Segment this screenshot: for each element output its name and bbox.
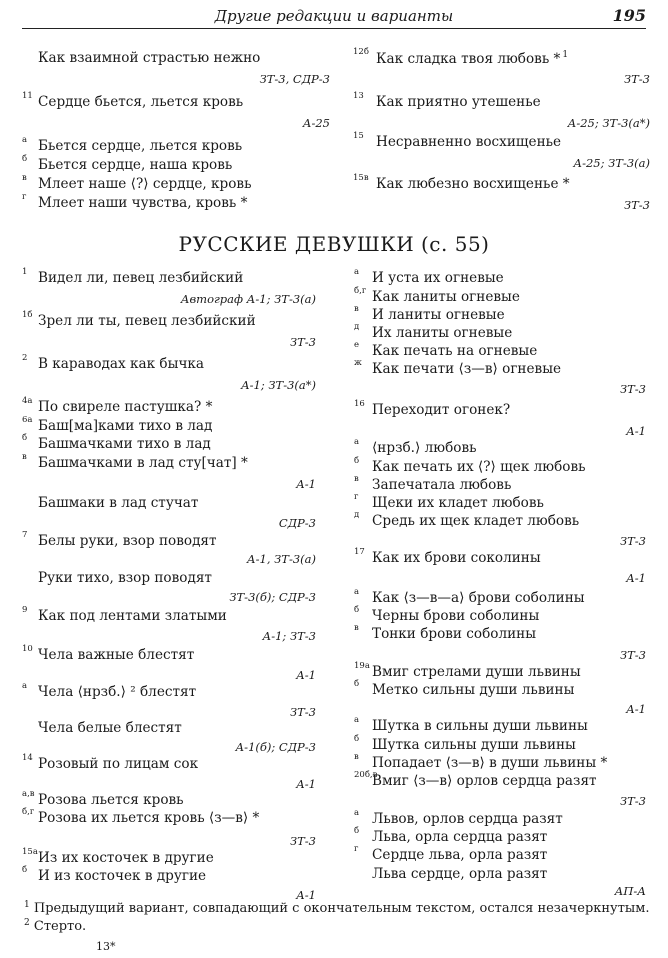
variant-line — [372, 811, 563, 827]
variant-line — [372, 477, 511, 493]
variant-line-text: Как под лентами златыми — [38, 608, 227, 624]
variant-line — [376, 134, 561, 150]
variant-line-text: Как любезно восхищенье * — [376, 176, 570, 192]
variant-line-text: И ланиты огневые — [372, 307, 505, 323]
variant-line — [38, 810, 259, 826]
line-marker: б — [22, 865, 28, 875]
variant-line-text: Как их брови соколины — [372, 550, 541, 566]
variant-line — [372, 626, 536, 642]
variant-line — [38, 270, 243, 286]
line-marker: 15а — [22, 847, 38, 857]
variant-line — [38, 868, 206, 884]
line-marker: б — [22, 433, 28, 443]
variant-line-text: Средь их щек кладет любовь — [372, 513, 580, 529]
line-marker: в — [22, 173, 27, 183]
variant-line — [372, 608, 539, 624]
variant-line — [38, 313, 256, 329]
footnote-number: 2 — [24, 918, 30, 928]
line-marker: в — [354, 623, 359, 633]
line-marker: 16 — [354, 399, 365, 409]
source-siglum: ЗТ-3 — [623, 198, 650, 212]
variant-line-text: Руки тихо, взор поводят — [38, 570, 212, 586]
variant-line — [372, 361, 561, 377]
line-marker: б — [354, 826, 360, 836]
section-title: РУССКИЕ ДЕВУШКИ (с. 55) — [178, 232, 490, 256]
source-siglum: ЗТ-3(б); СДР-3 — [229, 590, 316, 604]
variant-line-text: Как ланиты огневые — [372, 289, 520, 305]
variant-line — [372, 270, 504, 286]
line-marker: б — [354, 734, 360, 744]
source-siglum: А-1(б); СДР-3 — [235, 740, 316, 754]
line-marker: а — [354, 715, 360, 725]
variant-line-text: Несравненно восхищенье — [376, 134, 562, 150]
variant-line-text: Бьется сердце, наша кровь — [38, 157, 233, 173]
source-siglum: А-1; ЗТ-3 — [262, 629, 316, 643]
line-marker: в — [354, 304, 359, 314]
line-marker: 6а — [22, 415, 33, 425]
footnote-text: Стерто. — [33, 919, 87, 934]
line-marker: а — [354, 437, 360, 447]
variant-line — [38, 533, 217, 549]
variant-line-text: Как печать на огневые — [372, 343, 538, 359]
variant-line — [372, 737, 576, 753]
variant-line-text: В караводах как бычка — [38, 356, 205, 372]
variant-line — [372, 664, 581, 680]
line-marker: 13 — [353, 91, 364, 101]
variant-line — [38, 495, 198, 511]
variant-line — [38, 756, 198, 772]
variant-line — [38, 684, 196, 700]
variant-line — [38, 647, 194, 663]
variant-line — [38, 608, 227, 624]
variant-line-text: Как сладка твоя любовь * — [376, 51, 561, 67]
line-marker: 11 — [22, 91, 33, 101]
variant-line-text: Баш[ма]ками тихо в лад — [38, 418, 213, 434]
variant-line-text: Как печати ⟨з—в⟩ огневые — [372, 361, 562, 377]
variant-line — [38, 157, 232, 173]
line-marker: а — [22, 135, 28, 145]
line-marker: 15 — [353, 131, 364, 141]
variant-line-text: Чела белые блестят — [38, 720, 182, 736]
variant-line-text: Башмаки в лад стучат — [38, 495, 199, 511]
line-marker: а — [354, 267, 360, 277]
source-siglum: А-1 — [296, 477, 316, 491]
variant-line — [372, 343, 537, 359]
variant-line-text: Попадает ⟨з—в⟩ в души львины * — [372, 755, 608, 771]
line-marker: г — [354, 844, 359, 854]
line-marker: 7 — [22, 530, 28, 540]
variant-line-text: ⟨нрзб.⟩ любовь — [372, 440, 477, 456]
line-marker: 9 — [22, 605, 28, 615]
variant-line — [372, 459, 586, 475]
source-siglum: А-1, ЗТ-3(а) — [246, 552, 316, 566]
source-siglum: ЗТ-3 — [289, 705, 316, 719]
source-siglum: А-1; ЗТ-3(а*) — [240, 378, 316, 392]
line-marker: б,г — [354, 286, 367, 296]
line-marker: д — [354, 322, 360, 332]
line-marker: а,в — [22, 789, 35, 799]
footnote-2 — [24, 918, 86, 934]
variant-line-text: Черны брови соболины — [372, 608, 540, 624]
variant-line-text: Белы руки, взор поводят — [38, 533, 217, 549]
source-siglum: А-1 — [296, 668, 316, 682]
line-marker: в — [22, 452, 27, 462]
variant-line — [372, 289, 520, 305]
variant-line — [376, 176, 570, 192]
variant-line — [372, 829, 547, 845]
variant-line-text: Зрел ли ты, певец лезбийский — [38, 313, 256, 329]
line-marker: д — [354, 510, 360, 520]
variant-line — [372, 773, 597, 789]
variant-line — [38, 418, 212, 434]
variant-line — [372, 866, 547, 882]
signature-mark: 13* — [96, 940, 116, 953]
source-siglum: АП-А — [614, 884, 646, 898]
line-marker: ж — [354, 358, 362, 368]
variant-line — [38, 850, 214, 866]
variant-line-text: Вмиг ⟨з—в⟩ орлов сердца разят — [372, 773, 597, 789]
source-siglum: А-1 — [296, 777, 316, 791]
line-marker: 14 — [22, 753, 33, 763]
variant-line — [38, 176, 251, 192]
source-siglum: ЗТ-3 — [623, 72, 650, 86]
source-siglum: А-25; ЗТ-3(а) — [573, 156, 650, 170]
variant-line-text: Как печать их ⟨?⟩ щек любовь — [372, 459, 586, 475]
variant-line-text: Башмачками тихо в лад — [38, 436, 211, 452]
footnote-ref: 1 — [562, 50, 569, 60]
variant-line-text: Видел ли, певец лезбийский — [38, 270, 244, 286]
line-marker: б — [22, 154, 28, 164]
variant-line-text: Льва сердце, орла разят — [372, 866, 548, 882]
variant-line-text: Млеет наши чувства, кровь * — [38, 195, 248, 211]
line-marker: 10 — [22, 644, 33, 654]
variant-line-text: Чела важные блестят — [38, 647, 195, 663]
variant-line — [372, 495, 544, 511]
line-marker: 17 — [354, 547, 365, 557]
variant-line-text: Метко сильны души львины — [372, 682, 575, 698]
source-siglum: ЗТ-3 — [619, 382, 646, 396]
line-marker: 12б — [353, 47, 369, 57]
variant-line-text: Льва, орла сердца разят — [372, 829, 548, 845]
line-marker: 2 — [22, 353, 28, 363]
variant-line — [372, 590, 585, 606]
variant-line-text: Сердце бьется, льется кровь — [38, 94, 244, 110]
variant-line — [376, 94, 541, 110]
footnote-1 — [24, 900, 649, 916]
variant-line-text: Чела ⟨нрзб.⟩ ² блестят — [38, 684, 197, 700]
line-marker: 20б,в — [354, 770, 378, 780]
variant-line-text: Розова льется кровь — [38, 792, 184, 808]
line-marker: а — [354, 587, 360, 597]
variant-line — [38, 138, 242, 154]
variant-line-text: Сердце льва, орла разят — [372, 847, 548, 863]
line-marker: г — [354, 492, 359, 502]
variant-line-text: Как приятно утешенье — [376, 94, 541, 110]
variant-line-text: Шутка в сильны души львины — [372, 718, 588, 734]
variant-line-text: Их ланиты огневые — [372, 325, 513, 341]
header-title: Другие редакции и варианты — [214, 7, 454, 25]
variant-line-text: Запечатала любовь — [372, 477, 512, 493]
line-marker: в — [354, 752, 359, 762]
source-siglum: ЗТ-3 — [619, 534, 646, 548]
line-marker: г — [22, 192, 27, 202]
variant-line-text: Львов, орлов сердца разят — [372, 811, 563, 827]
variant-line-text: Вмиг стрелами души львины — [372, 664, 581, 680]
variant-line — [38, 436, 211, 452]
footnote-text: Предыдущий вариант, совпадающий с окончательным текстом, остался незачеркнутым. — [33, 901, 650, 916]
source-siglum: А-1 — [626, 702, 646, 716]
variant-line-text: Шутка сильны души львины — [372, 737, 576, 753]
variant-line-text: Щеки их кладет любовь — [372, 495, 544, 511]
variant-line — [372, 718, 588, 734]
line-marker: е — [354, 340, 360, 350]
page-number: 195 — [612, 6, 646, 25]
variant-line-text: И из косточек в другие — [38, 868, 207, 884]
source-siglum: СДР-3 — [278, 516, 316, 530]
variant-line — [372, 682, 574, 698]
line-marker: а — [354, 808, 360, 818]
source-siglum: А-1 — [626, 424, 646, 438]
variant-line — [38, 570, 212, 586]
source-siglum: ЗТ-3 — [619, 648, 646, 662]
variant-line — [372, 755, 607, 771]
variant-line-text: И уста их огневые — [372, 270, 504, 286]
variant-line — [38, 455, 248, 471]
source-siglum: ЗТ-3 — [619, 794, 646, 808]
line-marker: 1б — [22, 310, 33, 320]
variant-line — [372, 325, 512, 341]
variant-line — [372, 440, 477, 456]
variant-line — [38, 94, 243, 110]
source-siglum: ЗТ-3, СДР-3 — [259, 72, 330, 86]
variant-line — [372, 307, 505, 323]
variant-line-text: Тонки брови соболины — [372, 626, 537, 642]
variant-line — [376, 50, 568, 67]
line-marker: б — [354, 605, 360, 615]
source-siglum: А-25; ЗТ-3(а*) — [567, 116, 650, 130]
variant-line-text: Розовый по лицам сок — [38, 756, 199, 772]
source-siglum: А-1 — [626, 571, 646, 585]
variant-line-text: Как ⟨з—в—а⟩ брови соболины — [372, 590, 585, 606]
source-siglum: А-25 — [302, 116, 330, 130]
source-siglum: ЗТ-3 — [289, 335, 316, 349]
variant-line — [372, 513, 579, 529]
line-marker: б — [354, 679, 360, 689]
line-marker: 4а — [22, 396, 33, 406]
footnote-number: 1 — [24, 900, 30, 910]
variant-line-text: Розова их льется кровь ⟨з—в⟩ * — [38, 810, 260, 826]
variant-line-text: Переходит огонек? — [372, 402, 511, 418]
variant-line — [38, 399, 212, 415]
source-siglum: А-1 — [296, 888, 316, 902]
line-marker: 15в — [353, 173, 369, 183]
variant-line-text: Млеет наше ⟨?⟩ сердце, кровь — [38, 176, 252, 192]
variant-line-text: По свиреле пастушка? * — [38, 399, 213, 415]
variant-line-text: Бьется сердце, льется кровь — [38, 138, 243, 154]
variant-line-text: Башмачками в лад сту[чат] * — [38, 455, 248, 471]
source-siglum: Автограф А-1; ЗТ-3(а) — [180, 292, 316, 306]
line-marker: а — [22, 681, 28, 691]
variant-line — [38, 195, 247, 211]
line-marker: 1 — [22, 267, 28, 277]
variant-line — [38, 356, 204, 372]
variant-line — [372, 402, 510, 418]
source-siglum: ЗТ-3 — [289, 834, 316, 848]
variant-line-text: Как взаимной страстью нежно — [38, 50, 261, 66]
variant-line — [38, 50, 260, 66]
variant-line-text: Из их косточек в другие — [38, 850, 214, 866]
line-marker: б,г — [22, 807, 35, 817]
line-marker: б — [354, 456, 360, 466]
variant-line — [372, 550, 541, 566]
variant-line — [372, 847, 547, 863]
line-marker: 19а — [354, 661, 370, 671]
variant-line — [38, 792, 184, 808]
variant-line — [38, 720, 182, 736]
line-marker: в — [354, 474, 359, 484]
